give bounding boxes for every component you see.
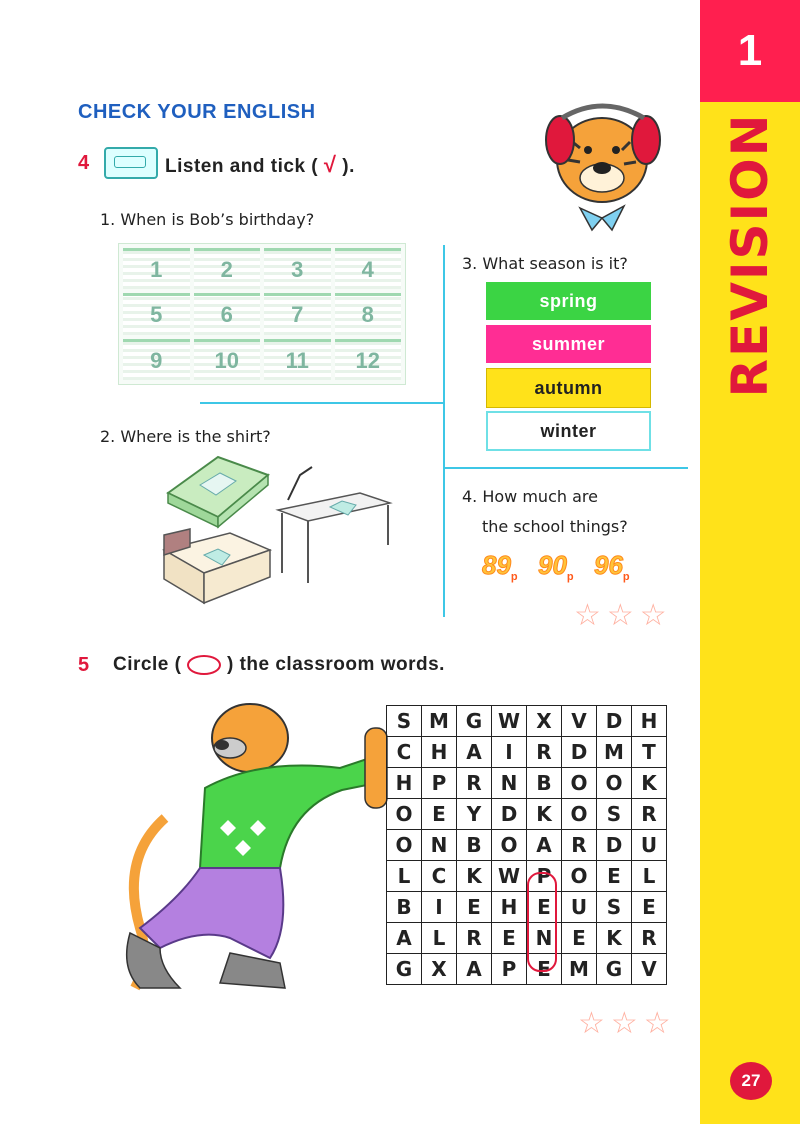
price-unit: p (622, 571, 630, 584)
word-search-cell[interactable]: E (457, 892, 492, 923)
word-search-cell[interactable]: C (387, 737, 422, 768)
word-search-cell[interactable]: D (597, 830, 632, 861)
word-search-cell[interactable]: D (492, 799, 527, 830)
unit-number: 1 (700, 0, 800, 102)
word-search-cell[interactable]: B (387, 892, 422, 923)
word-search-cell[interactable]: H (492, 892, 527, 923)
word-search-cell[interactable]: N (422, 830, 457, 861)
divider-horizontal-right (443, 467, 688, 469)
word-search-cell[interactable]: K (527, 799, 562, 830)
revision-title: REVISION (721, 112, 779, 398)
word-search-cell[interactable]: R (457, 923, 492, 954)
divider-horizontal-left (200, 402, 445, 404)
word-search-cell[interactable]: M (597, 737, 632, 768)
question-2: 2. Where is the shirt? (100, 427, 271, 446)
word-search-row (387, 706, 667, 737)
calendar-month[interactable]: 8 (335, 293, 402, 334)
price-value: 96 (594, 550, 623, 580)
calendar-month[interactable]: 3 (264, 248, 331, 289)
page-number: 27 (730, 1062, 772, 1100)
word-search-cell[interactable]: X (422, 954, 457, 985)
word-search-cell[interactable]: L (632, 861, 667, 892)
word-search-cell[interactable]: S (387, 706, 422, 737)
calendar-month[interactable]: 6 (194, 293, 261, 334)
word-search-cell[interactable]: E (632, 892, 667, 923)
tiger-headphones-illustration (540, 100, 670, 235)
word-search-cell[interactable]: K (632, 768, 667, 799)
question-1: 1. When is Bob’s birthday? (100, 210, 315, 229)
tick-icon: √ (323, 152, 337, 177)
word-search-cell[interactable]: W (492, 861, 527, 892)
word-search-cell[interactable]: P (492, 954, 527, 985)
exercise-5-number: 5 (78, 654, 90, 676)
tiger-leaning-illustration (110, 698, 395, 1003)
calendar-month[interactable]: 9 (123, 339, 190, 380)
word-search-cell[interactable]: K (457, 861, 492, 892)
instruction-start: Listen and tick ( (165, 156, 319, 177)
word-search-cell[interactable]: E (527, 892, 562, 923)
word-search-cell[interactable]: E (562, 923, 597, 954)
word-search-cell[interactable]: N (492, 768, 527, 799)
word-search-cell[interactable]: H (632, 706, 667, 737)
word-search-cell[interactable]: C (422, 861, 457, 892)
question-3: 3. What season is it? (462, 254, 628, 273)
word-search-cell[interactable]: L (422, 923, 457, 954)
word-search-cell[interactable]: R (527, 737, 562, 768)
word-search-cell[interactable]: D (597, 706, 632, 737)
word-search-cell[interactable]: R (562, 830, 597, 861)
exercise-5-instruction (113, 654, 445, 676)
word-search-cell[interactable]: O (597, 768, 632, 799)
price-option-2[interactable] (538, 550, 574, 583)
calendar-image (118, 243, 406, 385)
instruction-end: ). (342, 156, 355, 177)
calendar-month[interactable]: 5 (123, 293, 190, 334)
word-search-cell[interactable]: O (387, 799, 422, 830)
calendar-month[interactable]: 12 (335, 339, 402, 380)
question-4-line-2: the school things? (482, 517, 628, 536)
exercise-4-instruction (165, 152, 355, 178)
season-winter[interactable]: winter (486, 411, 651, 451)
word-search-cell[interactable]: U (632, 830, 667, 861)
word-search-cell[interactable]: D (562, 737, 597, 768)
word-search-cell[interactable]: W (492, 706, 527, 737)
word-search-cell[interactable]: S (597, 892, 632, 923)
calendar-month[interactable]: 1 (123, 248, 190, 289)
exercise-4-stars: ☆☆☆ (574, 599, 673, 632)
word-search-row (387, 830, 667, 861)
word-search-cell[interactable]: H (422, 737, 457, 768)
word-search-cell[interactable]: R (632, 799, 667, 830)
word-search-cell[interactable]: K (597, 923, 632, 954)
word-search-cell[interactable]: O (562, 799, 597, 830)
word-search-cell[interactable]: O (562, 861, 597, 892)
word-search-cell[interactable]: E (597, 861, 632, 892)
price-unit: p (566, 571, 574, 584)
question-4-line-1: 4. How much are (462, 487, 598, 506)
exercise-4-heading (78, 152, 89, 175)
word-search-cell[interactable]: A (457, 737, 492, 768)
shirt-locations-illustration (160, 455, 395, 605)
calendar-month[interactable]: 11 (264, 339, 331, 380)
price-option-1[interactable] (482, 550, 518, 583)
word-search-cell[interactable]: E (492, 923, 527, 954)
price-unit: p (510, 571, 518, 584)
word-search-cell[interactable]: Y (457, 799, 492, 830)
word-search-cell[interactable]: I (492, 737, 527, 768)
circle-oval-icon (187, 655, 221, 675)
example-circle-pen (527, 872, 557, 972)
calendar-month[interactable]: 4 (335, 248, 402, 289)
word-search-cell[interactable]: M (562, 954, 597, 985)
word-search-cell[interactable]: G (457, 706, 492, 737)
word-search-cell[interactable]: R (457, 768, 492, 799)
instruction-start: Circle ( (113, 654, 182, 675)
word-search-cell[interactable]: M (422, 706, 457, 737)
word-search-cell[interactable]: T (632, 737, 667, 768)
word-search-cell[interactable]: V (562, 706, 597, 737)
exercise-5-heading (78, 654, 89, 677)
word-search-cell[interactable]: B (457, 830, 492, 861)
word-search-cell[interactable]: L (387, 861, 422, 892)
calendar-month[interactable]: 10 (194, 339, 261, 380)
season-summer[interactable]: summer (486, 325, 651, 363)
word-search-cell[interactable]: O (387, 830, 422, 861)
word-search-cell[interactable]: O (492, 830, 527, 861)
word-search-cell[interactable]: A (527, 830, 562, 861)
price-option-3[interactable] (594, 550, 630, 583)
word-search-cell[interactable]: E (422, 799, 457, 830)
word-search-cell[interactable]: H (387, 768, 422, 799)
word-search-row (387, 768, 667, 799)
section-title: CHECK YOUR ENGLISH (78, 101, 316, 123)
word-search-cell[interactable]: B (527, 768, 562, 799)
word-search-cell[interactable]: A (457, 954, 492, 985)
exercise-4-number: 4 (78, 152, 90, 174)
word-search-cell[interactable]: X (527, 706, 562, 737)
word-search-cell[interactable]: S (597, 799, 632, 830)
word-search-row (387, 799, 667, 830)
word-search-cell[interactable]: G (387, 954, 422, 985)
cassette-icon (104, 147, 158, 179)
word-search-row (387, 737, 667, 768)
word-search-cell[interactable]: O (562, 768, 597, 799)
season-spring[interactable]: spring (486, 282, 651, 320)
price-value: 89 (482, 550, 511, 580)
exercise-5-stars: ☆☆☆ (578, 1007, 677, 1040)
word-search-cell[interactable]: I (422, 892, 457, 923)
word-search-cell[interactable]: P (527, 861, 562, 892)
word-search-cell[interactable]: V (632, 954, 667, 985)
word-search-cell[interactable]: A (387, 923, 422, 954)
word-search-cell[interactable]: R (632, 923, 667, 954)
calendar-month[interactable]: 7 (264, 293, 331, 334)
calendar-month[interactable]: 2 (194, 248, 261, 289)
word-search-cell[interactable]: U (562, 892, 597, 923)
divider-vertical (443, 245, 445, 617)
season-autumn[interactable]: autumn (486, 368, 651, 408)
price-value: 90 (538, 550, 567, 580)
word-search-cell[interactable]: N (527, 923, 562, 954)
instruction-end: ) the classroom words. (226, 654, 445, 675)
word-search-cell[interactable]: E (527, 954, 562, 985)
word-search-cell[interactable]: G (597, 954, 632, 985)
word-search-cell[interactable]: P (422, 768, 457, 799)
